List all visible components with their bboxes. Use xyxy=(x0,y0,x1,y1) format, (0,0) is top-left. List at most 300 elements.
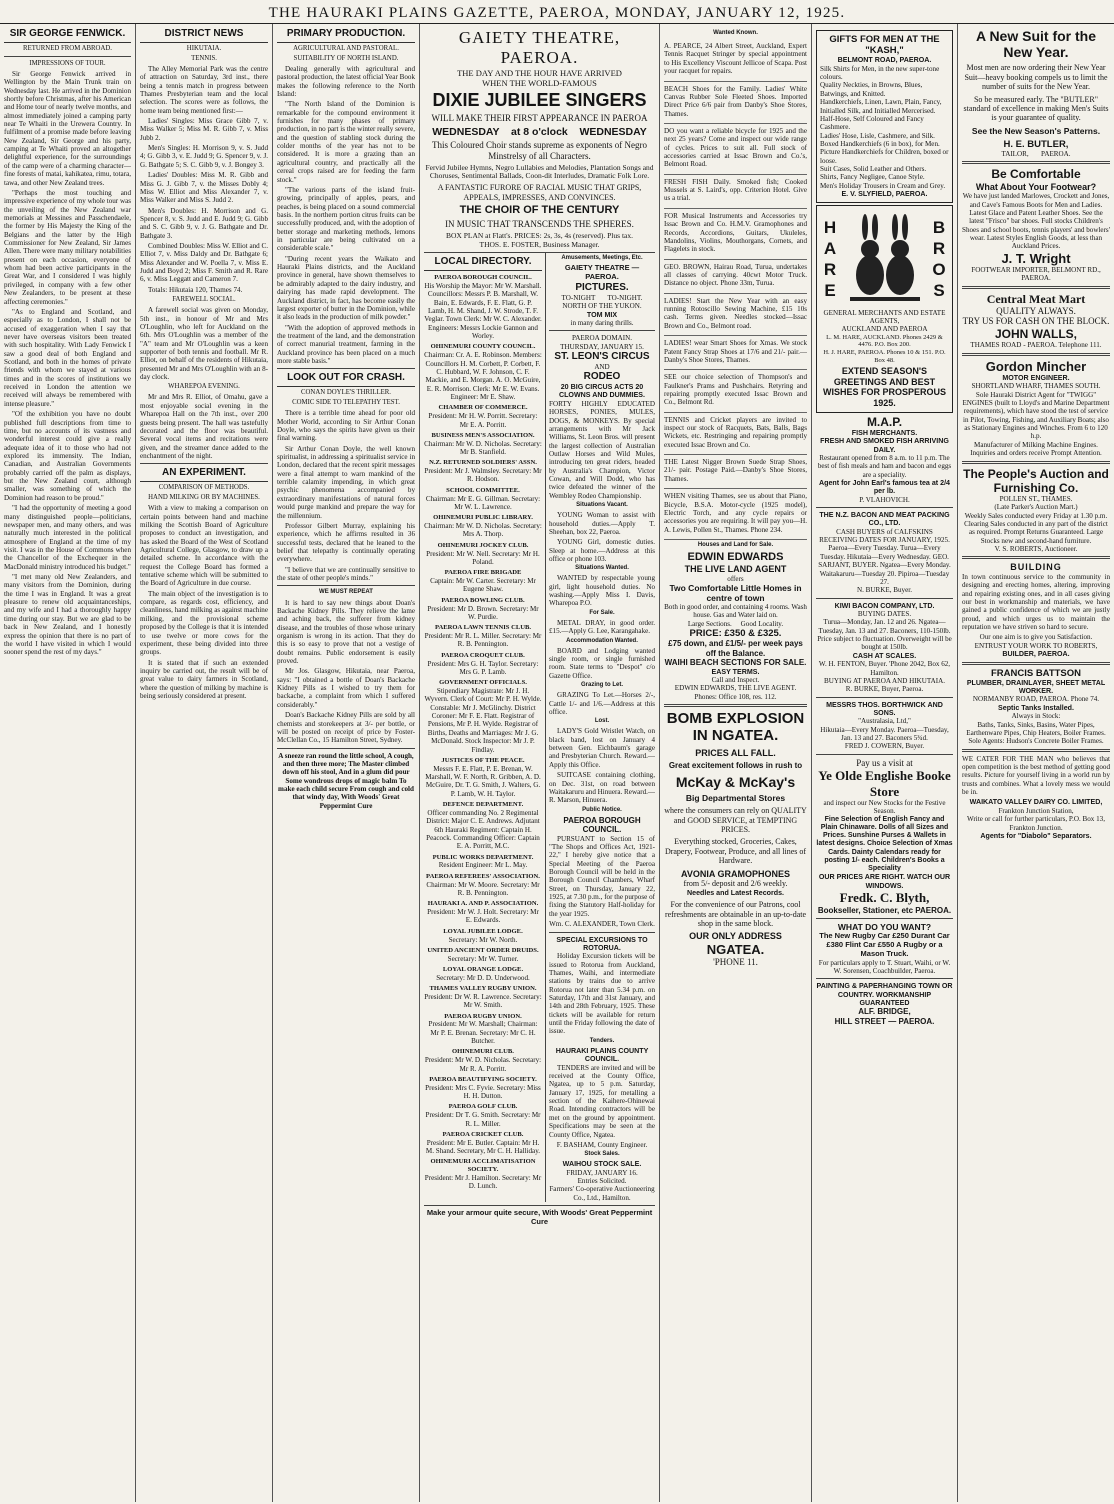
ad-headline: WHAT DO YOU WANT? xyxy=(837,921,932,932)
notice-title: SPECIAL EXCURSIONS TO ROTORUA. xyxy=(556,935,648,952)
ad-line: In town continuous service to the community in designing and erecting homes, altering, improving and repairing existing ones, and in all cases giving our best in workmanship and materials, we have gained a public confidence of which we are justly proud, and which urges us to maintain the reputation we have striven so hard to secure. xyxy=(962,572,1110,632)
directory-entry-body: Secretary: Mr W. North. xyxy=(448,935,518,944)
pictures: PICTURES. xyxy=(575,282,629,294)
ad-line: Both in good order, and containing 4 rooms. Wash house. Gas and Water laid on. xyxy=(664,603,807,620)
ad-headline: Two Comfortable Little Homes in centre of town xyxy=(669,582,802,603)
directory-entry-title: PAEROA FIRE BRIGADE xyxy=(444,569,522,577)
ad-line: Pay us a visit at xyxy=(856,757,913,768)
directory-entry-body: Captain: Mr W. Carter. Secretary: Mr Eugene Shaw. xyxy=(430,577,536,594)
directory-entry-body: Chairman: Mr E. G. Gillman. Secretary: Mr W. L. Lawrence. xyxy=(425,494,541,511)
directory-entry-body: President: Dr T. G. Smith. Secretary: Mr R. L. Miller. xyxy=(425,1111,541,1128)
ad-line: We have just landed Marlowes, Crockett and Jones, and Cave's Famous Boots for Men and Ladies. Latest Glace and Patent Leather Shoes. See the latest "Frisco" bar shoes. Full stocks Children's Shoes and school boots, tennis players' and bowlers' wear. Latest Styles English Goods, at less than Auckland Prices. xyxy=(962,192,1110,251)
ad-line: See the New Season's Patterns. xyxy=(971,125,1101,136)
paragraph: The Alley Memorial Park was the centre of attraction on Saturday, 3rd inst., there being a tennis match in progress between Thames Presbyterian team and the local selection. The scores were as follows, the home team being mentioned first:— xyxy=(140,64,268,115)
directory-entry-title: PAEROA REFEREES' ASSOCIATION. xyxy=(426,872,540,880)
gift-item: Men's Holiday Trousers in Cream and Grey. xyxy=(820,181,946,190)
directory-entry-title: N.Z. RETURNED SOLDIERS' ASSN. xyxy=(429,459,537,467)
paragraph: With a view to making a comparison on certain points between hand and machine milking the Scottish Board of Agriculture proposes to conduct an investigation, and has asked the Board of the West of Scotland Agricultural College, Glasgow, to draw up a detailed scheme. In accordance with the request the College Board has formed a tentative scheme which will be submitted to the Board of Agriculture in due course. xyxy=(140,504,268,588)
classified xyxy=(664,260,807,294)
article-subtitle: AGRICULTURAL AND PASTORAL. xyxy=(293,44,399,52)
logo-letters-right xyxy=(929,217,949,301)
divider xyxy=(424,1205,655,1206)
signature: P. VLAHOVICH. xyxy=(859,495,910,504)
class-heading: Wanted Known. xyxy=(713,30,758,36)
article-subtitle: COMPARISON OF METHODS. xyxy=(158,484,250,492)
store-name: The People's Auction and Furnishing Co. xyxy=(963,466,1109,495)
class-heading: Stock Sales. xyxy=(584,1151,620,1158)
section-heading: IMPRESSIONS OF TOUR. xyxy=(29,59,106,67)
paragraph: "With the adoption of approved methods in the treatment of the land, and the demonstration of correct manurial treatment, farming in the Auckland province has been placed on a much more stable basis." xyxy=(277,323,415,366)
directory-entry xyxy=(424,1131,542,1155)
verse-ad: A sneeze ran round the little school, A cough, and then three more; The Master climbed down off his stool, And in a glum did pour Some wondrous drops of magic balm To make each child secure From cough and cold that windy day, With Woods' Great Peppermint Cure xyxy=(278,751,414,810)
theatre-title: GAIETY THEATRE, PAEROA. xyxy=(458,28,621,68)
ad-line: Big Departmental Stores xyxy=(685,793,786,804)
paragraph: Dealing generally with agricultural and pastoral production, the latest official Year Book makes the following reference to the North Island: xyxy=(277,64,415,98)
ad-line: OUR ONLY ADDRESS xyxy=(689,931,782,942)
directory-entry xyxy=(424,404,542,428)
ad-line: Fine Selection of English Fancy and Plain Chinaware. Dolls of all Sizes and Prices. Sunshine Purses & Wallets in latest designs. Choice Selection of Xmas Cards. Dainty Calendars ready for posting 1/- each. Children's Books a Speciality xyxy=(816,815,953,873)
ad-line: WE CATER FOR THE MAN who believes that open competition is the best method of getting good results. Picture for yourself living in a world run by trusts and combines. What a lovely mess we would be in. xyxy=(962,754,1110,797)
signature: E. V. SLYFIELD, PAEROA. xyxy=(841,190,928,199)
box-plan: BOX PLAN at Flatt's. PRICES: 2s, 3s, 4s (reserved). Plus tax. xyxy=(446,230,633,240)
store-name: Ye Olde Englishe Booke Store xyxy=(818,768,951,799)
directory-entry xyxy=(424,487,542,511)
signature: FRED J. COWERN, Buyer. xyxy=(844,742,925,751)
logo-letters-left xyxy=(820,217,840,301)
directory-entry-title: PAEROA CROQUET CLUB. xyxy=(441,651,525,659)
ad-line: For particulars apply to T. Stuart, Waihi, or W. W. Sorensen, Coachbuilder, Paeroa. xyxy=(818,958,951,975)
page-columns xyxy=(0,24,1114,1502)
directory-entry xyxy=(424,652,542,676)
star: TOM MIX xyxy=(586,310,618,319)
ad-address: NORMANBY ROAD, PAEROA. Phone 74. xyxy=(972,695,1100,704)
logo-letter: A xyxy=(823,238,837,258)
ad-line: IN MUSIC THAT TRANSCENDS THE SPHERES. xyxy=(445,219,634,230)
ad-line: FISH MERCHANTS. xyxy=(851,428,918,437)
paragraph: Men's Doubles: H. Morrison and G. Spencer 8, v. S. Judd and E. Judd 9; G. Gibb and S. C. Gibb 9, v. J. G. Bathgate and Dr. Bathgate 3. xyxy=(140,206,268,240)
hare-logo xyxy=(820,209,949,309)
directory-entry-title: OHINEMURI COUNTY COUNCIL. xyxy=(430,343,536,351)
phone: 'PHONE 11. xyxy=(713,957,758,968)
divider xyxy=(277,748,415,749)
classified-text: LADIES! wear Smart Shoes for Xmas. We stock Patent Fancy Strap Shoes at 17/6 and 21/- pair.—Danby's Shoe Stores, Thames. xyxy=(664,339,807,364)
classified-text: TENNIS and Cricket players are invited to inspect our stock of Racquets, Bats, Balls, Bags Wickets, etc. Restringing and repairing promptly executed Issac Brown and Co. xyxy=(664,415,807,449)
ad-line: Most men are now ordering their New Year Suit—heavy booking compels us to limit the number of suits for the New Year. xyxy=(964,63,1108,92)
classified xyxy=(664,124,807,175)
ad-line: THE DAY AND THE HOUR HAVE ARRIVED xyxy=(457,68,622,79)
directory-entry-title: OHINEMURI PUBLIC LIBRARY. xyxy=(433,514,533,522)
classified: WANTED by respectable young girl, light household duties. No washing.—Apply Miss I. Davis, Wharepoa P.O. xyxy=(549,574,655,608)
notice-title: PAEROA BOROUGH COUNCIL. xyxy=(563,815,641,835)
ad-address: Frankton Junction Station, xyxy=(998,806,1074,815)
gift-item: Shirts, Fancy Negligee, Canoe Style. xyxy=(820,173,925,182)
divider xyxy=(962,286,1110,289)
directory-entry-title: GOVERNMENT OFFICIALS. xyxy=(439,679,527,687)
ad-line: Manufacturer of Milking Machine Engines. xyxy=(974,440,1098,449)
ad-address: TAILOR, PAEROA. xyxy=(1001,150,1071,159)
paragraph: Sir Arthur Conan Doyle, the well known spiritualist, in addressing a spiritualist service in London, declared that the recent spirit messages were a final attempt to warn mankind of the terrible calamity impending, in which great psychic phenomena accompanied by extraordinary manifestations of natural forces would purge mankind and prepare the way for the millennium. xyxy=(277,444,415,520)
ad-line: Call and Inspect. xyxy=(711,675,760,684)
notice-title: HAURAKI PLAINS COUNTY COUNCIL. xyxy=(555,1046,649,1064)
directory-entry-title: JUSTICES OF THE PEACE. xyxy=(441,756,525,764)
paragraph: Professor Gilbert Murray, explaining his experience, which he affirms resulted in 36 successful tests, declared that he leaned to the belief that telepathy is continually operating everywhere. xyxy=(277,521,415,564)
directory-entry-title: OHINEMURI ACCLIMATISATION SOCIETY. xyxy=(430,1158,536,1174)
class-heading: Accommodation Wanted. xyxy=(566,637,638,644)
divider xyxy=(277,368,415,369)
directory-entry xyxy=(424,854,542,870)
paragraph: Mr Jos. Glasgow, Hikutaia, near Paeroa, says: "I obtained a bottle of Doan's Backache Kidney Pills as I wished to try them for backache, a complaint from which I suffered considerably." xyxy=(277,667,415,709)
ad-title: WE MUST REPEAT xyxy=(319,589,373,596)
paragraph: "The North Island of the Dominion is remarkable for the compound environment it furnishes for many phases of primary production, in no part is the winter really severe, and the question of stabling stock during the colder months of the year has not to be considered. It is more a grazing than an agricultural country, and practically all the cereal crops raised are for feeding the farm stock." xyxy=(277,100,415,184)
signature: EDWIN EDWARDS, THE LIVE AGENT. Phones: Office 108, res. 112. xyxy=(674,684,797,701)
ad-line: ENTRUST YOUR WORK TO ROBERTS, xyxy=(974,641,1098,650)
subheading: COMIC SIDE TO TELEPATHY TEST. xyxy=(292,399,400,407)
ad-headline: A New Suit for the New Year. xyxy=(975,28,1097,61)
directory-entry xyxy=(424,1013,542,1046)
column-7 xyxy=(958,24,1114,1502)
ad-line: Everything stocked, Groceries, Cakes, Drapery, Footwear, Produce, and all lines of Hardware. xyxy=(664,837,807,866)
ad-line: offers xyxy=(727,574,744,583)
ad-line: Always in Stock: xyxy=(1011,712,1061,721)
ad-line: FRESH AND SMOKED FISH ARRIVING DAILY. xyxy=(820,437,949,454)
directory-entry-body: President: Mr W. Nell. Secretary: Mr H. Poland. xyxy=(426,549,540,566)
classified: YOUNG Girl, domestic duties. Sleep at home.—Address at this office or phone 103. xyxy=(549,538,655,563)
classified-text: FOR Musical Instruments and Accessories try Issac Brown and Co. H.M.V. Gramophones and Records, Accordions, Guitars, Ukuleles, Mandolins, Violins, Mouthorgans, Cornets, and Flagelets in stock. xyxy=(664,211,807,254)
ad-line: Inquiries and orders receive Prompt Attention. xyxy=(970,449,1102,458)
divider xyxy=(962,353,1110,356)
ad-line: "Australasia, Ltd," xyxy=(858,717,911,726)
ad-line: H. J. HARE, PAEROA. Phones 10 & 151. P.O. Box 48. xyxy=(823,348,946,364)
directory-entry xyxy=(424,1076,542,1100)
directory-entry xyxy=(424,569,542,593)
ad-line: WHEN THE WORLD-FAMOUS xyxy=(482,78,597,89)
column-5 xyxy=(660,24,812,1502)
store-name: JOHN WALLS, xyxy=(994,327,1077,342)
directory-entry-body: Secretary: Mr W. Turner. xyxy=(447,954,519,963)
directory-entry xyxy=(424,679,542,754)
ad-line: Great excitement follows in rush to xyxy=(668,761,803,771)
column-4 xyxy=(420,24,660,1502)
directory-entry-title: PAEROA RUGBY UNION. xyxy=(444,1012,522,1020)
directory-entry-title: PAEROA BOWLING CLUB. xyxy=(441,596,525,604)
logo-letter: E xyxy=(824,280,836,300)
paragraph: "I believe that we are continually sensitive to the state of other people's minds." xyxy=(277,565,415,583)
signature: H. E. BUTLER, xyxy=(1003,138,1069,150)
paragraph: Ladies' Singles: Miss Grace Gibb 7, v. Miss Walker 5; Miss M. R. Gibb 7, v. Miss Jubb 2. xyxy=(140,116,268,142)
ad-line: This Coloured Choir stands supreme as exponents of Negro Minstrelsy of all Characters. xyxy=(432,140,647,161)
directory-entry-title: DEFENCE DEPARTMENT. xyxy=(442,801,524,809)
directory-entry-title: THAMES VALLEY RUGBY UNION. xyxy=(429,985,537,993)
logo-letter: R xyxy=(823,259,837,279)
paragraph: "I met many old New Zealanders, and many visitors from the Dominion, during the time I was in England. It was a great pleasure to renew old acquaintanceships, and my wife and I had a thoroughly happy time during our stay. But we are glad to be back in New Zealand, and I honestly express the opinion that there is no part of the world I have visited in which I would sooner spend the rest of my days." xyxy=(4,573,131,657)
local-directory xyxy=(424,253,546,1202)
ad-line: Bookseller, Stationer, etc PAEROA. xyxy=(817,905,952,915)
ad-line: Baths, Tanks, Sinks, Basins, Water Pipes, Earthenware Pipes, Chip Heaters, Boiler Frames. xyxy=(966,720,1106,737)
directory-entry-body: President: Mr W. Marshall; Chairman: Mr P. E. Brenan. Secretary: Mr C. H. Butcher. xyxy=(428,1020,538,1046)
ad-line: CLOWNS AND DUMMIES. xyxy=(558,391,646,400)
gift-item: Suit Cases, Solid Leather and Others. xyxy=(820,165,927,174)
store-name: FRANCIS BATTSON xyxy=(990,667,1082,679)
divider xyxy=(962,556,1110,559)
divider xyxy=(277,585,415,586)
subheading: SUITABILITY OF NORTH ISLAND. xyxy=(293,54,399,62)
column-1 xyxy=(0,24,136,1502)
ad-line: WILL MAKE THEIR FIRST APPEARANCE IN PAEROA xyxy=(431,113,648,124)
paragraph: "As to England and Scotland, and especially as to London, I shall not be accused of exaggeration when I say that never have overseas visitors been treated with such hospitality. With Lady Fenwick I saw a good deal of both England and Scotland, and both in the homes of private friends with whom we stayed at various times and in the scores of institutions we received in London the attention we received will always be remembered with intense pleasure." xyxy=(4,307,131,408)
ad-line: What About Your Footwear? xyxy=(975,181,1097,192)
directory-entry-body: President: Mr W. J. Holt. Secretary: Mr E. Edwards. xyxy=(427,908,539,925)
sale-date: FRIDAY, JANUARY 16. xyxy=(566,1168,638,1177)
classified-text: LADIES! Start the New Year with an easy running Rotoscillo Sewing Machine, £15 10s cash. Terms given. Needles stocked—Issac Brown and Co., Belmont road. xyxy=(664,296,807,330)
directory-entry xyxy=(424,900,542,924)
paragraph: There is a terrible time ahead for poor old Mother World, according to Sir Arthur Conan Doyle, who says the spirits have given us their final warning. xyxy=(277,409,415,443)
classified xyxy=(664,413,807,455)
divider xyxy=(816,978,953,979)
ad-line: EASY TERMS. xyxy=(711,667,760,676)
ad-headline: Be Comfortable xyxy=(991,167,1081,182)
paragraph: The main object of the investigation is to compare, as regards cost, efficiency, and cleanliness, hand milking as against machine milking, and the provisional scheme proposed by the College is that it is intended to use twelve or more cows for the experiment, these being divided into three groups. xyxy=(140,589,268,657)
article-subtitle: RETURNED FROM ABROAD. xyxy=(23,44,112,52)
ad-line: So be measured early. The "BUTLER" standard of excellence in making Men's Suits is your guarantee of quality. xyxy=(963,94,1109,123)
directory-entry xyxy=(424,432,542,456)
divider xyxy=(664,704,807,707)
directory-entry xyxy=(424,1048,542,1072)
signature: W. H. FENTON, Buyer. 'Phone 2042, Box 62, Hamilton. xyxy=(818,660,951,677)
directory-entry xyxy=(424,343,542,401)
rabbits-icon xyxy=(844,211,926,307)
directory-entry xyxy=(424,514,542,538)
store-name: McKay & McKay's xyxy=(675,773,796,790)
directory-entry-title: PAEROA LAWN TENNIS CLUB. xyxy=(434,624,532,632)
masthead: THE HAURAKI PLAINS GAZETTE, PAEROA, MONDAY, JANUARY 12, 1925. xyxy=(0,0,1114,24)
class-heading: Amusements, Meetings, Etc. xyxy=(561,255,643,262)
divider xyxy=(816,697,953,698)
classified: YOUNG Woman to assist with household duties.—Apply T. Sheehan, box 22, Paeroa. xyxy=(549,511,655,536)
ad-line: Sole Hauraki District Agent for "TWIGG" ENGINES (built to Lloyd's and Marine Department requirements), which have stood the test of service in Pilot, Towing, Fishing, and Auxiliary Boats; also as Stationary Engines and Winches. From 6 to 120 h.p. xyxy=(962,390,1110,441)
directory-entry-title: LOYAL ORANGE LODGE. xyxy=(442,965,524,973)
hare-bros-advert xyxy=(816,205,953,413)
section-title: PRIMARY PRODUCTION. xyxy=(277,28,415,43)
paragraph: "Perhaps the most touching and impressive experience of my whole tour was the unveiling of the New Zealand war memorials at Messines and Passchendaele, the former by His Majesty the King of the Belgians and the latter by the High Commissioner for New Zealand, Sir James Allen. There were many military notabilities present on each occasion, everyone of whom had been active participants in the Great War, and I considered I was highly privileged, in company with a few other New Zealanders, to be present at these affecting ceremonies." xyxy=(4,188,131,306)
directory-entry-title: PAEROA CRICKET CLUB. xyxy=(442,1130,524,1138)
paragraph: Totals: Hikutaia 120, Thames 74. xyxy=(148,285,243,294)
directory-entry-title: OHINEMURI JOCKEY CLUB. xyxy=(437,541,529,549)
paragraph: Mr and Mrs R. Elliot, of Omahu, gave a most enjoyable social evening in the Wharepoa Hall on the 7th inst., over 200 guests being present. The hall was tastefully decorated and the floor was beautiful. Several vocal items and recitations were given, and the streamer dance added to the enchantment of the night. xyxy=(140,393,268,460)
directory-entry-body: President: Dr W. R. Lawrence. Secretary: Mr W. Smith. xyxy=(424,992,542,1010)
classified xyxy=(664,294,807,336)
directory-entry xyxy=(424,801,542,851)
paragraph: Combined Doubles: Miss W. Elliot and C. Elliot 7, v. Miss Daldy and Dr. Bathgate 6; Miss Alexander and W. Poella 7, v. Miss E. Judd and Boyd 2; Miss F. Smith and R. Rare 6, v. Miss Leggatt and Cameron 7. xyxy=(140,242,268,284)
ad-headline: KIWI BACON COMPANY, LTD. xyxy=(834,601,935,610)
store-name: Gordon Mincher xyxy=(985,358,1087,374)
ad-line: Fervid Jubilee Hymns, Negro Lullabies and Melodies, Plantation Songs and Choruses, Sentimental Ballads, Coon-dit Interludes, Dramatic Folk Lore. xyxy=(425,162,654,181)
rodeo-title: RODEO xyxy=(583,371,621,383)
divider xyxy=(816,918,953,919)
class-heading: Public Notice. xyxy=(582,806,622,813)
price: PRICE: £350 & £325. xyxy=(689,628,782,640)
classified xyxy=(664,370,807,412)
ad-line: CASH BUYERS of CALFSKINS xyxy=(836,527,933,536)
paragraph: "During recent years the Waikato and Hauraki Plains districts, and the Auckland province in general, have shown themselves to be admirably adapted to the dairy industry, and dairying has made rapid development. The Auckland district, in fact, has become easily the largest exporter of butter in the Dominion, while it also leads in the production of milk powder." xyxy=(277,254,415,322)
ad-line: L. M. HARE, AUCKLAND. Phones 2429 & 4476. P.O. Box 200. xyxy=(826,333,943,349)
subheading: HAND MILKING OR BY MACHINES. xyxy=(148,494,260,502)
ad-line: Our one aim is to give you Satisfaction. xyxy=(979,633,1093,642)
ad-line: BUYING DATES. xyxy=(857,610,912,618)
ad-line: PAINTING & PAPERHANGING TOWN OR COUNTRY. WORKMANSHIP GUARANTEED xyxy=(816,982,953,1007)
classified: BOARD and Lodging wanted single room, or single furnished room. State terms to "Despot" c/o Gazette Office. xyxy=(549,646,655,680)
ad-line: Turua—Monday, Jan. 12 and 26. Ngatea—Tuesday, Jan. 13 and 27. Baconers, 110-150lb. Price subject to fluctuation. Overweight will be bought at 150lb. xyxy=(817,618,952,652)
event-date: THURSDAY, JANUARY 15. xyxy=(560,342,644,351)
directory-entry-title: BUSINESS MEN'S ASSOCIATION. xyxy=(431,431,535,439)
classified-text: SEE our choice selection of Thompson's and Faulkner's Prams and Pushchairs. Retyring and repairing promptly executed Issac Brown and Co., Belmont Rd. xyxy=(664,373,807,407)
paragraph: "Of the exhibition you have no doubt published full descriptions from time to time, but no accounts of its vastness and wonderful interest could give a really adequate idea of it to those who had not explored its immensity. The Indian, Canadian, and Australian Governments probably carried off the palm as displays, but the New Zealand court, although smaller, was something of which the Dominion had reason to be proud." xyxy=(4,410,131,502)
directory-entry-body: Chairman: Cr. A. E. Robinson. Members: Councillors H. M. Corbett, P. Corbett, F. C. Hubbard, W. F. Johnson, C. F. Mackie, and E. Morgan. A. O. McGuire, E. R. Morrison. Clerk: Mr E. W. Evans. Engineer: Mr E. Shaw. xyxy=(424,351,542,402)
article-title: SIR GEORGE FENWICK. xyxy=(4,28,131,43)
classified-text: GEO. BROWN, Hairau Road, Turua, undertakes all classes of carrying. 40cwt Motor Truck. Distance no object. Phone 33m, Turua. xyxy=(664,262,807,288)
directory-entry-body: Chairman: Mr W. Moore. Secretary: Mr R. B. Pennington. xyxy=(426,880,540,897)
signature: ALF. BRIDGE, xyxy=(858,1007,911,1017)
classified xyxy=(664,209,807,260)
divider xyxy=(962,749,1110,752)
ad-line: CASH AT SCALES. xyxy=(852,651,917,660)
subheading: WHAREPOA EVENING. xyxy=(168,383,240,391)
agent-name: EDWIN EDWARDS xyxy=(687,551,784,564)
headliner: DIXIE JUBILEE SINGERS xyxy=(432,90,647,111)
classified xyxy=(664,175,807,209)
gaiety-advert xyxy=(424,28,655,253)
ad-line: Agent for John Earl's famous tea at 2/4 per lb. xyxy=(819,478,950,496)
class-heading: Lost. xyxy=(594,718,610,725)
gift-item: Half-Hose, Self Coloured and Fancy Cashmere. xyxy=(820,114,924,132)
gift-item: Ladies' Hose, Lisle, Cashmere, and Silk. xyxy=(820,131,935,140)
paragraph: "The various parts of the island fruit-growing, principally of apples, pears, and peaches, is being placed on a sound commercial basis. In the northern portion citrus fruits can be successfully produced, and, with the adoption of better storage and marketing methods, lemons in particular are being cultivated on a considerable scale." xyxy=(277,185,415,253)
ad-headline: THE CHOIR OF THE CENTURY xyxy=(459,204,620,217)
divider xyxy=(816,754,953,755)
paragraph: Sir George Fenwick arrived in Wellington by the Main Trunk train on Wednesday last. He arrived in the Dominion shortly before Christmas, after his American and Home tour of nearly twelve months, and almost immediately joined a camping party near Te Whaiti in the Urewera Country. In fulfilment of a promise made before leaving New Zealand, Sir George and his party, camping at Te Whaiti proved an altogether delightful experience, for the surroundings of the camp were of a charming character—fine forests of matai, kahikatea, rimu, totara, tawa, and other New Zealand trees. xyxy=(4,69,131,187)
classified xyxy=(664,39,807,81)
ad-headline: Central Meat Mart xyxy=(986,291,1086,306)
ad-address: HILL STREET — PAEROA. xyxy=(834,1016,935,1026)
ad-line: TRY US FOR CASH ON THE BLOCK. xyxy=(962,316,1110,327)
signature: Wm. C. ALEXANDER, Town Clerk. xyxy=(549,920,655,929)
ad-line: Septic Tanks Installed. xyxy=(998,703,1074,712)
ad-line: GENERAL MERCHANTS AND ESTATE AGENTS, xyxy=(823,308,946,325)
class-heading: For Sale. xyxy=(589,609,615,616)
paragraph: "I had the opportunity of meeting a good many distinguished people—politicians, newspaper men, and many others, and was naturally much interested in the political atmosphere of England at the time of my visit. I was in the House of Commons when the Chancellor of the Exchequer in the MacDonald ministry introduced his budget." xyxy=(4,504,131,571)
ad-line: BUYING AT PAEROA AND HIKUTAIA. xyxy=(823,676,946,685)
ad-line: in many daring thrills. xyxy=(570,319,634,328)
directory-entry xyxy=(424,624,542,648)
directory-entry-body: President: Mr W. D. Nicholas. Secretary: Mr R. A. Porritt. xyxy=(424,1056,542,1073)
paragraph: Ladies' Doubles: Miss M. R. Gibb and Miss G. J. Gibb 7, v. the Misses Dobly 4; Miss W. Elliot and Miss Alexander 7, v. Miss Walker and Miss S. Judd 2. xyxy=(140,171,268,205)
classified: GRAZING To Let.—Horses 2/-, Cattle 1/- and 1/6.—Address at this office. xyxy=(549,691,655,716)
directory-entry-body: President: Mr J. Walmsley. Secretary: Mr R. Hodson. xyxy=(424,467,542,484)
divider xyxy=(816,507,953,508)
directory-entry xyxy=(424,274,542,340)
town: NGATEA. xyxy=(706,942,765,958)
directory-entry-title: HAURAKI A. AND P. ASSOCIATION. xyxy=(427,900,539,908)
directory-entry xyxy=(424,542,542,566)
ad-headline: M.A.P. xyxy=(866,414,903,429)
ad-line: RECEIVING DATES FOR JANUARY, 1925. xyxy=(819,536,950,545)
gift-item: Boxed Handkerchiefs (6 in box), for Men. xyxy=(820,140,940,148)
ad-headline: MESSRS THOS. BORTHWICK AND SONS. xyxy=(826,700,943,717)
paragraph: Men's Singles: H. Morrison 9, v. S. Judd 4; G. Gibb 3, v. E. Judd 9; G. Spencer 9, v. J. G. Bathgate 5; S. C. Gibb 9, v. J. Bongey 3. xyxy=(140,144,268,169)
directory-entry xyxy=(424,928,542,944)
classified-text: THE Latest Nigger Brown Suede Strap Shoes, 21/- pair. Postage Paid.—Danby's Shoe Stores, Thames. xyxy=(664,458,807,483)
ad-line: PRICES ALL FALL. xyxy=(695,747,776,758)
ad-line: Entries Solicited. xyxy=(577,1177,627,1186)
ad-line: PLUMBER, DRAINLAYER, SHEET METAL WORKER. xyxy=(966,678,1106,696)
divider xyxy=(4,56,131,57)
ad-line: and inspect our New Stocks for the Festive Season. xyxy=(823,799,946,816)
classifieds xyxy=(546,253,655,1202)
signature: N. BURKE, Buyer. xyxy=(857,586,912,595)
classified: METAL DRAY, in good order. £15.—Apply G. Lee, Karangahake. xyxy=(549,618,655,636)
manager: THOS. E. FOSTER, Business Manager. xyxy=(479,239,600,249)
store-name: WAIKATO VALLEY DAIRY CO. LIMITED, xyxy=(969,798,1103,807)
ad-line: 20 BIG CIRCUS ACTS 20 xyxy=(560,383,644,392)
divider xyxy=(549,932,655,933)
ad-address: POLLEN ST., THAMES. xyxy=(999,494,1073,503)
directory-entry-title: CHAMBER OF COMMERCE. xyxy=(438,404,528,412)
ad-line: AUCKLAND AND PAEROA xyxy=(841,325,928,334)
ad-line: from 5/- deposit and 2/6 weekly. xyxy=(683,879,788,889)
paragraph: It is stated that if such an extended inquiry be carried out, the result will be of great value to dairy farmers in Scotland, where the question of milking by machine is being seriously considered at present. xyxy=(140,658,268,701)
directory-entry-body: Secretary: Mr D. D. Underwood. xyxy=(436,973,530,982)
notice: TENDERS are invited and will be received at the County Office, Ngatea, up to 5 p.m. Saturday, January 17, 1925, for metalling a section of the Kaihere-Ohinewai Road. Intending contractors will be met on the ground by appointment. Specifications may be seen at the County Office, Ngatea. xyxy=(549,1063,655,1139)
ad-address: BELMONT ROAD, PAEROA. xyxy=(837,56,932,65)
ad-line: Write or call for further particulars, P.O. Box 13, Frankton Junction. xyxy=(966,815,1105,832)
gift-item: Handkerchiefs, Linen, Lawn, Plain, Fancy, Initialled Silk, and Initialled Mercerised. xyxy=(820,98,942,115)
gift-item: Silk Shirts for Men, in the new super-tone colours. xyxy=(820,64,940,82)
classified: SUITCASE containing clothing, on Dec. 31st, on road between Waitakaruru and Hinuera. Reward.—R. Marson, Hinuera. xyxy=(549,771,655,805)
logo-letter: S xyxy=(933,280,945,300)
section-title: DISTRICT NEWS xyxy=(140,28,268,43)
class-heading: Grazing to Let. xyxy=(581,682,623,689)
logo-letter: R xyxy=(932,238,946,258)
gift-item: Picture Handkerchiefs for Children, boxed or loose. xyxy=(820,148,949,165)
directory-entry-title: PAEROA BOROUGH COUNCIL. xyxy=(434,274,532,282)
greeting: EXTEND SEASON'S GREETINGS AND BEST WISHES FOR PROSPEROUS 1925. xyxy=(822,366,947,409)
ad-address: SHORTLAND WHARF, THAMES SOUTH. xyxy=(971,382,1101,391)
ad-line: (Late Parker's Auction Mart.) xyxy=(994,503,1078,512)
directory-entry xyxy=(424,985,542,1009)
ad-headline: GIFTS FOR MEN AT THE "KASH," xyxy=(829,34,940,57)
show-when: TO-NIGHT TO-NIGHT. xyxy=(561,293,643,302)
directory-entry-body: Resident Engineer: Mr L. May. xyxy=(438,861,528,870)
ad-line: QUALITY ALWAYS. xyxy=(996,305,1076,316)
ad-headline: BUILDING xyxy=(1010,562,1062,573)
directory-entry-body: His Worship the Mayor: Mr W. Marshall. Councillors: Messrs P. B. Marshall, W. Bain, E. Edwards, F. E. Flatt, G. P. Lamb, H. M. Shand, J. W. Strode, T. F. Veglar. Town Clerk: Mr W. C. Alexander. Engineers: Messrs Lockie Gannon and Worley. xyxy=(424,281,542,341)
verse-ad: Make your armour quite secure, With Woods' Great Peppermint Cure xyxy=(426,1208,653,1226)
directory-entry-body: Chairman: Mr W. D. Nicholas. Secretary: Mr B. Stanfield. xyxy=(424,439,542,456)
directory-entry xyxy=(424,757,542,798)
divider xyxy=(962,161,1110,164)
class-heading: Tenders. xyxy=(589,1037,615,1044)
classified-text: DO you want a reliable bicycle for 1925 and the next 25 years? Come and inspect our wide range of cycles. Prices to suit all. Full stock of accessories carried at Issac Brown and Co.'s, Belmont Road. xyxy=(664,126,807,169)
ad-headline: AVONIA GRAMOPHONES xyxy=(680,868,790,879)
classified-text: BEACH Shoes for the Family. Ladies' White Canvas Rubber Sole Fleeted Shoes. Imported Direct Price 6/6 pair from Danby's Shoe Stores, Thames. xyxy=(664,84,807,118)
directory-entry xyxy=(424,1103,542,1127)
signature: F. BASHAM, County Engineer. xyxy=(556,1140,648,1149)
directory-entry-title: PAEROA BEAUTIFYING SOCIETY. xyxy=(429,1075,537,1083)
gifts-advert xyxy=(816,30,953,203)
directory-entry-body: Messrs F. E. Flatt, P. E. Brenan, W. Marshall, W. F. North, R. Gribben, A. D. McGuire, Dr. T. G. Smith, J. Walters, G. P. Lamb, W. H. Taylor. xyxy=(425,764,541,798)
directory-entry-body: Officer commanding No. 2 Regimental District: Major C. E. Andrews. Adjutant 6th Hauraki Regiment: Captain H. Peacock. Commanding Officer: Captain E. A. Porritt, M.C. xyxy=(426,808,540,851)
column-3 xyxy=(273,24,420,1502)
logo-letter: B xyxy=(932,217,946,237)
